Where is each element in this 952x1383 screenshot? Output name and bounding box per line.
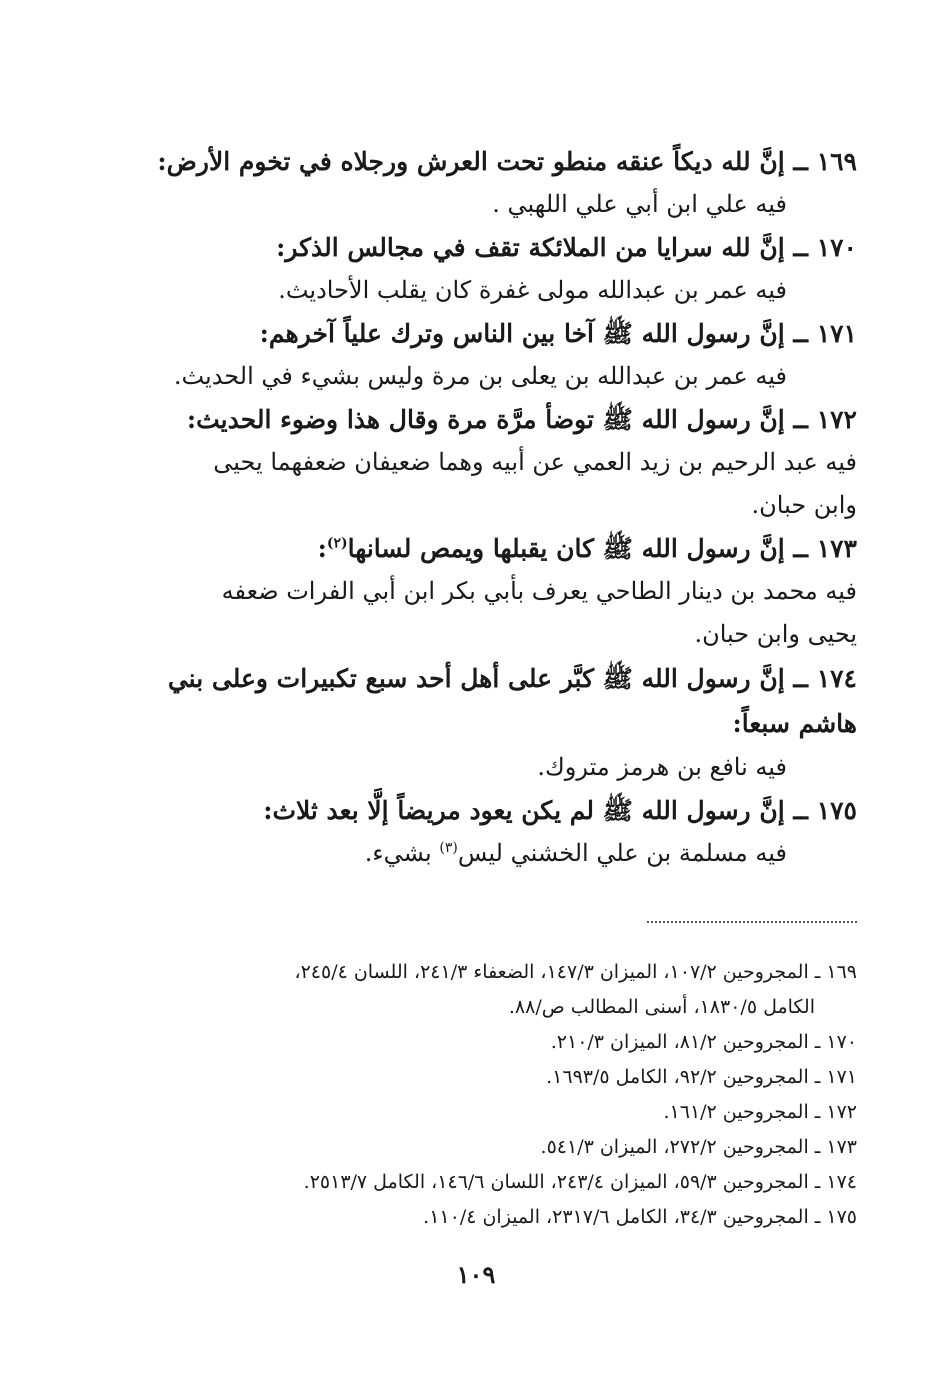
entry-171 (162, 312, 857, 398)
entry-174 (162, 656, 857, 789)
footnote-174: ١٧٤ ـ المجروحين ٥٩/٣، الميزان ٢٤٣/٤، اللسان ١٤٦/٦، الكامل ٢٥١٣/٧. (303, 1171, 857, 1193)
footnotes (157, 955, 857, 1235)
entry-172 (162, 398, 857, 527)
entry-175 (162, 789, 857, 875)
entry-body (162, 441, 857, 527)
entry-body: فيه عمر بن عبدالله بن يعلى بن مرة وليس بشيء في الحديث. (173, 362, 787, 390)
entry-heading: ١٦٩ ــ إنَّ لله ديكاً عنقه منطو تحت العرش ورجلاه في تخوم الأرض: (157, 147, 857, 176)
entry-169 (157, 140, 857, 226)
entry-heading (162, 527, 857, 570)
footnote-line-continuation: الكامل ١٨٣٠/٥، أسنى المطالب ص/٨٨. (508, 996, 815, 1018)
entry-body-line: فيه عبد الرحيم بن زيد العمي عن أبيه وهما ضعيفان ضعفهما يحيى (213, 448, 857, 476)
main-text (157, 140, 857, 875)
footnote-172: ١٧٢ ـ المجروحين ١٦١/٢. (663, 1101, 857, 1123)
entry-heading: ١٧١ ــ إنَّ رسول الله ﷺ آخا بين الناس وترك علياً آخرهم: (259, 319, 857, 348)
entry-body-continuation: وابن حبان. (751, 491, 857, 519)
footnote-marker: (٣) (439, 840, 458, 856)
entry-heading: ١٧٢ ــ إنَّ رسول الله ﷺ توضأ مرَّة مرة وقال هذا وضوء الحديث: (186, 405, 857, 434)
footnote-171: ١٧١ ـ المجروحين ٩٢/٢، الكامل ١٦٩٣/٥. (546, 1066, 857, 1088)
footnote-175: ١٧٥ ـ المجروحين ٣٤/٣، الكامل ٢٣١٧/٦، الميزان ١١٠/٤. (423, 1206, 857, 1228)
entry-body: فيه نافع بن هرمز متروك. (537, 753, 787, 781)
entry-heading-colon: : (317, 534, 327, 563)
entry-heading: ١٧٠ ــ إنَّ لله سرايا من الملائكة تقف في مجالس الذكر: (276, 233, 857, 262)
entry-body: فيه عمر بن عبدالله مولى غفرة كان يقلب الأحاديث. (278, 276, 787, 304)
footnote-separator (647, 921, 857, 923)
footnote-169 (157, 955, 857, 1025)
entry-body (162, 832, 857, 875)
footnote-line: ١٦٩ ـ المجروحين ١٠٧/٢، الميزان ١٤٧/٣، الضعفاء ٢٤١/٣، اللسان ٢٤٥/٤، (294, 961, 857, 983)
entry-170 (162, 226, 857, 312)
entry-body-end: بشيء. (364, 839, 440, 867)
entry-body-text: فيه مسلمة بن علي الخشني ليس (457, 839, 787, 867)
entry-body-continuation: يحيى وابن حبان. (694, 620, 857, 648)
entry-body: فيه علي ابن أبي علي اللهبي . (492, 190, 787, 218)
entry-173 (162, 527, 857, 656)
entry-heading: ١٧٥ ــ إنَّ رسول الله ﷺ لم يكن يعود مريضاً إلَّا بعد ثلاث: (263, 796, 857, 825)
page-number: ١٠٩ (456, 1260, 496, 1289)
footnote-170: ١٧٠ ـ المجروحين ٨١/٢، الميزان ٢١٠/٣. (550, 1031, 857, 1053)
footnote-173: ١٧٣ ـ المجروحين ٢٧٢/٢، الميزان ٥٤١/٣. (540, 1136, 857, 1158)
footnote-marker: (٢) (326, 535, 348, 552)
entry-body (162, 570, 857, 656)
entry-heading-text: ١٧٣ ــ إنَّ رسول الله ﷺ كان يقبلها ويمص لسانها (347, 534, 857, 563)
entry-body-line: فيه محمد بن دينار الطاحي يعرف بأبي بكر ابن أبي الفرات ضعفه (221, 577, 857, 605)
entry-heading: ١٧٤ ــ إنَّ رسول الله ﷺ كبَّر على أهل أحد سبع تكبيرات وعلى بني هاشم سبعاً: (167, 664, 857, 738)
